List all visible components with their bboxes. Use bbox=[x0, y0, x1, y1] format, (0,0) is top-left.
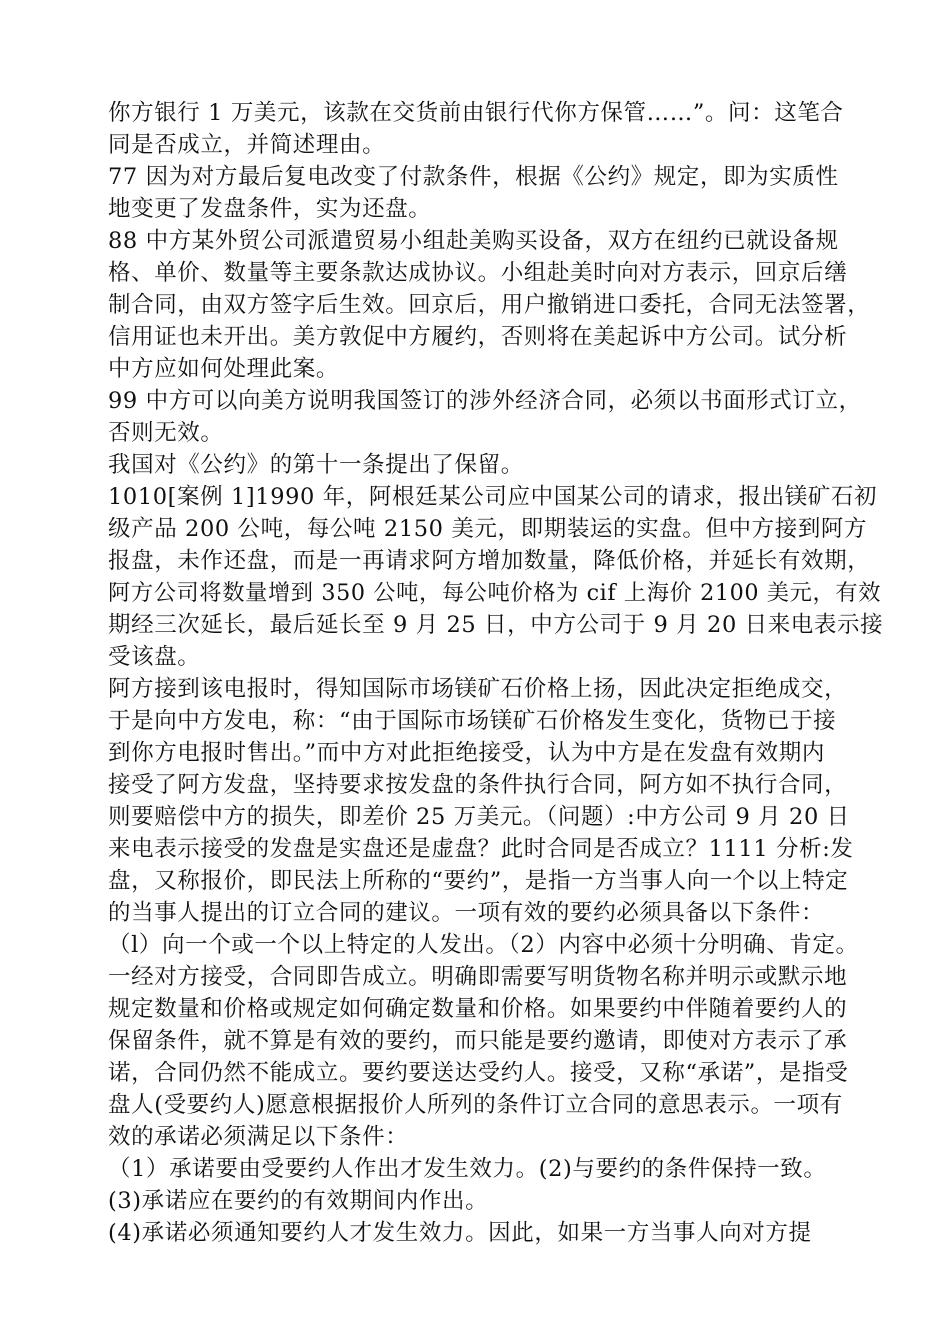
text-line: 到你方电报时售出。”而中方对此拒绝接受，认为中方是在发盘有效期内 bbox=[108, 740, 825, 766]
text-line: 阿方公司将数量增到 350 公吨，每公吨价格为 cif 上海价 2100 美元，有效 bbox=[108, 580, 882, 606]
text-line: 受该盘。 bbox=[108, 644, 201, 670]
text-line: 诺，合同仍然不能成立。要约要送达受约人。接受，又称“承诺”，是指受 bbox=[108, 1060, 849, 1086]
text-line: 期经三次延长，最后延长至 9 月 25 日，中方公司于 9 月 20 日来电表示接 bbox=[108, 612, 884, 638]
text-line: 99 中方可以向美方说明我国签订的涉外经济合同，必须以书面形式订立， bbox=[108, 388, 862, 414]
document-body bbox=[108, 97, 883, 1249]
text-line: 你方银行 1 万美元，该款在交货前由银行代你方保管……”。问：这笔合 bbox=[108, 100, 844, 126]
text-line: 一经对方接受，合同即告成立。明确即需要写明货物名称并明示或默示地 bbox=[108, 964, 848, 990]
text-line: 中方应如何处理此案。 bbox=[108, 356, 340, 382]
text-line: 否则无效。 bbox=[108, 420, 224, 446]
text-line: 则要赔偿中方的损失，即差价 25 万美元。（问题）:中方公司 9 月 20 日 bbox=[108, 804, 850, 830]
text-line: 88 中方某外贸公司派遣贸易小组赴美购买设备，双方在纽约已就设备规 bbox=[108, 228, 839, 254]
text-line: 1010[案例 1]1990 年，阿根廷某公司应中国某公司的请求，报出镁矿石初 bbox=[108, 484, 878, 510]
text-line: 报盘，未作还盘，而是一再请求阿方增加数量，降低价格，并延长有效期， bbox=[108, 548, 871, 574]
text-line: 级产品 200 公吨，每公吨 2150 美元，即期装运的实盘。但中方接到阿方 bbox=[108, 516, 868, 542]
text-line: (3)承诺应在要约的有效期间内作出。 bbox=[108, 1188, 489, 1214]
text-line: (4)承诺必须通知要约人才发生效力。因此，如果一方当事人向对方提 bbox=[108, 1220, 812, 1246]
text-line: 盘人(受要约人)愿意根据报价人所列的条件订立合同的意思表示。一项有 bbox=[108, 1092, 843, 1118]
text-line: 格、单价、数量等主要条款达成协议。小组赴美时向对方表示，回京后缮 bbox=[108, 260, 848, 286]
text-line: 保留条件，就不算是有效的要约，而只能是要约邀请，即使对方表示了承 bbox=[108, 1028, 848, 1054]
text-line: 效的承诺必须满足以下条件： bbox=[108, 1124, 409, 1150]
text-line: 规定数量和价格或规定如何确定数量和价格。如果要约中伴随着要约人的 bbox=[108, 996, 848, 1022]
text-line: 的当事人提出的订立合同的建议。一项有效的要约必须具备以下条件： bbox=[108, 900, 825, 926]
text-line: 信用证也未开出。美方敦促中方履约，否则将在美起诉中方公司。试分析 bbox=[108, 324, 848, 350]
text-line: 地变更了发盘条件，实为还盘。 bbox=[108, 196, 432, 222]
text-line: 77 因为对方最后复电改变了付款条件，根据《公约》规定，即为实质性 bbox=[108, 164, 839, 190]
text-line: 阿方接到该电报时，得知国际市场镁矿石价格上扬，因此决定拒绝成交， bbox=[108, 676, 848, 702]
text-line: 制合同，由双方签字后生效。回京后，用户撤销进口委托，合同无法签署， bbox=[108, 292, 871, 318]
text-line: 接受了阿方发盘，坚持要求按发盘的条件执行合同，阿方如不执行合同， bbox=[108, 772, 848, 798]
text-line: 于是向中方发电，称：“由于国际市场镁矿石价格发生变化，货物已于接 bbox=[108, 708, 837, 734]
text-line: （1）承诺要由受要约人作出才发生效力。(2)与要约的条件保持一致。 bbox=[108, 1156, 827, 1182]
text-line: 来电表示接受的发盘是实盘还是虚盘？此时合同是否成立？1111 分析:发 bbox=[108, 836, 854, 862]
text-line: 同是否成立，并简述理由。 bbox=[108, 132, 386, 158]
text-line: 我国对《公约》的第十一条提出了保留。 bbox=[108, 452, 524, 478]
text-line: （l）向一个或一个以上特定的人发出。（2）内容中必须十分明确、肯定。 bbox=[108, 932, 859, 958]
text-line: 盘，又称报价，即民法上所称的“要约”，是指一方当事人向一个以上特定 bbox=[108, 868, 849, 894]
